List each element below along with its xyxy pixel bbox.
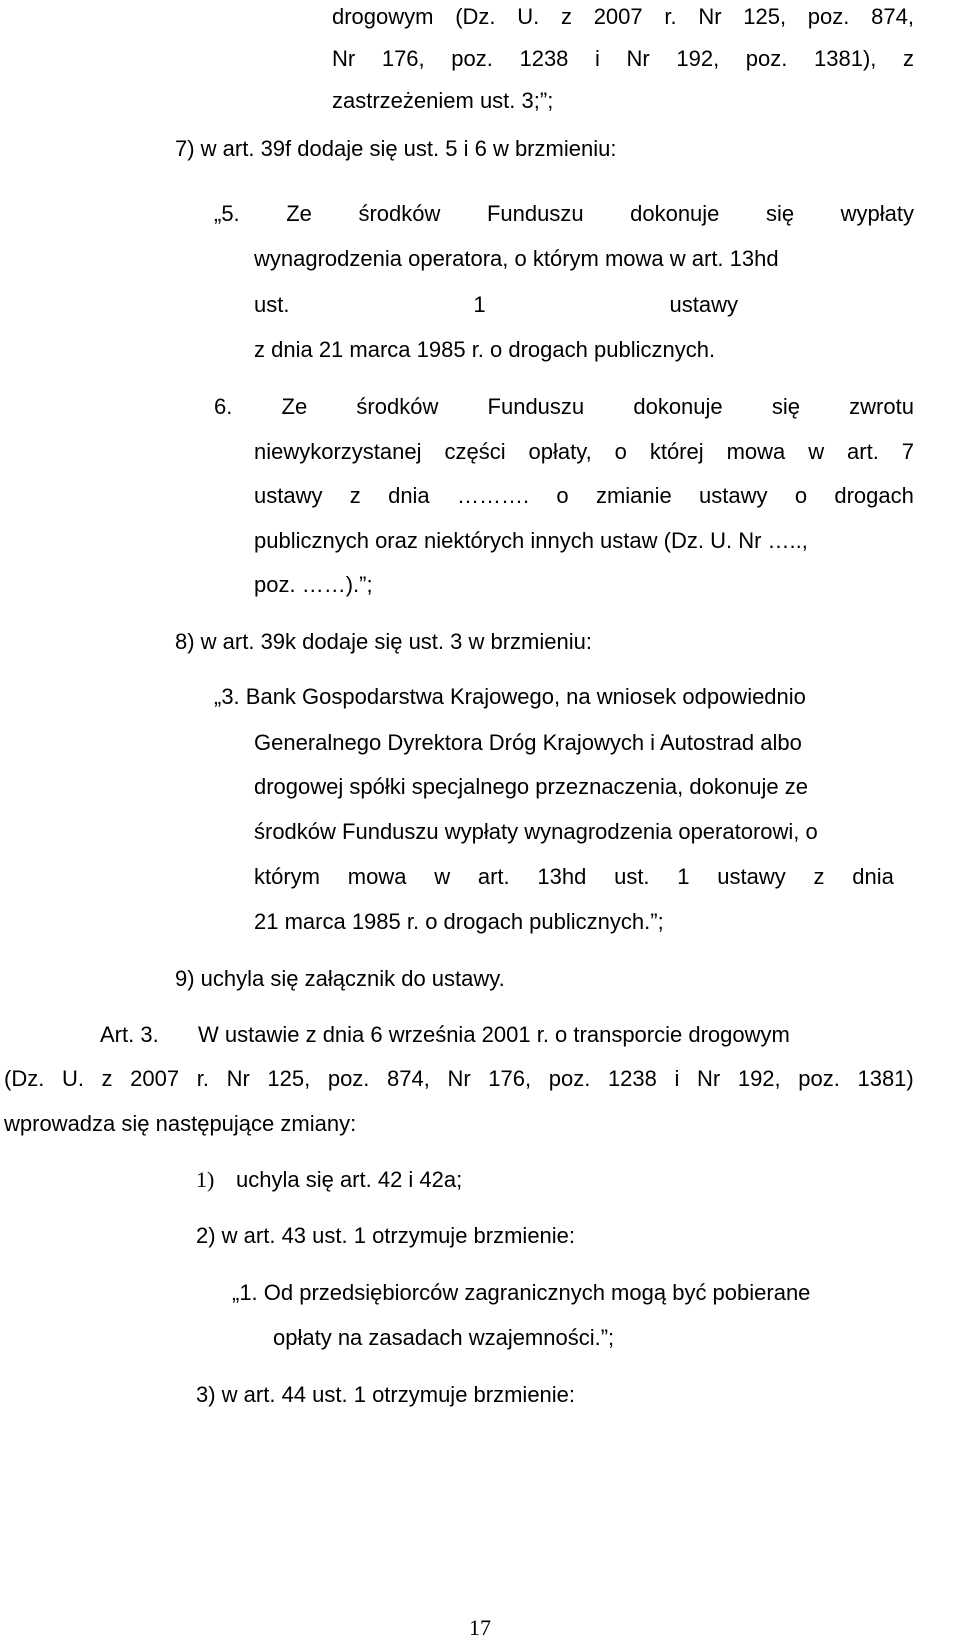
word: 1 — [677, 864, 690, 889]
word: poz. — [745, 46, 788, 71]
list-number: 1) — [196, 1167, 215, 1192]
text-line — [4, 1064, 914, 1094]
word: 874, — [387, 1066, 430, 1091]
word: i — [674, 1066, 680, 1091]
word: z — [903, 46, 914, 71]
word: środków — [358, 201, 441, 226]
word: ustawy — [717, 864, 786, 889]
text-line: „3. Bank Gospodarstwa Krajowego, na wniosek odpowiednio — [214, 684, 806, 709]
word: 1 — [473, 292, 486, 317]
word: Nr — [626, 46, 650, 71]
text-line: z dnia 21 marca 1985 r. o drogach publicznych. — [254, 337, 716, 362]
text-line: „1. Od przedsiębiorców zagranicznych mogą być pobierane — [232, 1280, 811, 1305]
word: art. — [477, 864, 510, 889]
text-line — [214, 199, 914, 229]
word: z — [101, 1066, 113, 1091]
word: się — [765, 201, 795, 226]
text-line: Generalnego Dyrektora Dróg Krajowych i Autostrad albo — [254, 730, 802, 755]
word: r. — [196, 1066, 209, 1091]
word: dokonuje — [630, 201, 720, 226]
word: Nr — [332, 46, 356, 71]
text-line: wprowadza się następujące zmiany: — [4, 1111, 357, 1136]
text-line — [254, 862, 894, 892]
text-line: środków Funduszu wypłaty wynagrodzenia operatorowi, o — [254, 819, 818, 844]
word: poz. — [798, 1066, 840, 1091]
word: poz. — [548, 1066, 591, 1091]
list-item-9: 9) uchyla się załącznik do ustawy. — [175, 966, 505, 991]
word: mowa — [726, 439, 786, 464]
text-line — [332, 2, 914, 32]
text-line: publicznych oraz niektórych innych ustaw (Dz. U. Nr ….., — [254, 528, 808, 553]
word: 192, — [676, 46, 720, 71]
word: zwrotu — [849, 394, 914, 419]
word: ustawy — [669, 292, 738, 317]
word: 2007 — [593, 4, 643, 29]
word: dnia — [852, 864, 894, 889]
list-item-1: uchyla się art. 42 i 42a; — [236, 1167, 463, 1192]
word: 1381) — [857, 1066, 914, 1091]
text-line: zastrzeżeniem ust. 3;”; — [332, 88, 554, 113]
text-line — [214, 392, 914, 422]
text-line: W ustawie z dnia 6 września 2001 r. o transporcie drogowym — [198, 1022, 790, 1047]
word: dnia — [388, 483, 430, 508]
word: 125, — [267, 1066, 311, 1091]
list-item-8: 8) w art. 39k dodaje się ust. 3 w brzmieniu: — [175, 629, 592, 654]
word: drogowym — [332, 4, 434, 29]
word: (Dz. — [455, 4, 496, 29]
word: Nr — [226, 1066, 250, 1091]
word: ust. — [254, 292, 290, 317]
text-line — [254, 290, 738, 320]
word: której — [649, 439, 704, 464]
word: U. — [517, 4, 540, 29]
word: drogach — [834, 483, 914, 508]
article-label: Art. 3. — [100, 1022, 159, 1047]
word: „5. — [214, 201, 240, 226]
word: 2007 — [130, 1066, 180, 1091]
word: Nr — [447, 1066, 471, 1091]
text-line: wynagrodzenia operatora, o którym mowa w art. 13hd — [254, 246, 779, 271]
word: U. — [61, 1066, 84, 1091]
word: z — [560, 4, 572, 29]
list-item-2: 2) w art. 43 ust. 1 otrzymuje brzmienie: — [196, 1223, 576, 1248]
text-line — [254, 481, 914, 511]
text-line: poz. ……).”; — [254, 572, 373, 597]
list-item-3: 3) w art. 44 ust. 1 otrzymuje brzmienie: — [196, 1382, 576, 1407]
word: 13hd — [537, 864, 587, 889]
word: z — [813, 864, 825, 889]
word: Nr — [698, 4, 722, 29]
text-line: drogowej spółki specjalnego przeznaczenia, dokonuje ze — [254, 774, 809, 799]
text-line — [254, 437, 914, 467]
word: środków — [356, 394, 439, 419]
word: o — [794, 483, 808, 508]
text-line: 21 marca 1985 r. o drogach publicznych.”; — [254, 909, 664, 934]
word: z — [349, 483, 361, 508]
word: o — [614, 439, 627, 464]
word: 176, — [488, 1066, 532, 1091]
word: dokonuje — [633, 394, 723, 419]
word: 192, — [737, 1066, 781, 1091]
word: o — [556, 483, 569, 508]
word: ustawy — [254, 483, 323, 508]
word: poz. — [807, 4, 850, 29]
word: 1381), — [814, 46, 877, 71]
page-number: 17 — [469, 1615, 491, 1640]
text-line — [332, 44, 914, 74]
word: Funduszu — [486, 201, 584, 226]
word: wypłaty — [840, 201, 914, 226]
word: mowa — [347, 864, 407, 889]
word: ust. — [614, 864, 650, 889]
word: niewykorzystanej — [254, 439, 422, 464]
word: 1238 — [519, 46, 569, 71]
word: 1238 — [607, 1066, 657, 1091]
word: 6. — [214, 394, 233, 419]
word: Nr — [697, 1066, 721, 1091]
word: poz. — [327, 1066, 370, 1091]
word: 125, — [743, 4, 787, 29]
word: Ze — [286, 201, 312, 226]
word: ustawy — [699, 483, 768, 508]
text-line: opłaty na zasadach wzajemności.”; — [273, 1325, 615, 1350]
word: Funduszu — [487, 394, 585, 419]
word: (Dz. — [4, 1066, 45, 1091]
word: Ze — [281, 394, 308, 419]
word: którym — [254, 864, 320, 889]
word: 874, — [871, 4, 914, 29]
word: r. — [664, 4, 677, 29]
word: 176, — [381, 46, 425, 71]
word: się — [771, 394, 800, 419]
word: w — [808, 439, 825, 464]
word: i — [595, 46, 600, 71]
word: ………. — [456, 483, 530, 508]
list-item-7: 7) w art. 39f dodaje się ust. 5 i 6 w brzmieniu: — [175, 136, 617, 161]
word: w — [434, 864, 451, 889]
word: art. — [847, 439, 879, 464]
word: części — [444, 439, 506, 464]
word: 7 — [901, 439, 914, 464]
word: zmianie — [595, 483, 672, 508]
word: opłaty, — [528, 439, 592, 464]
word: poz. — [451, 46, 493, 71]
